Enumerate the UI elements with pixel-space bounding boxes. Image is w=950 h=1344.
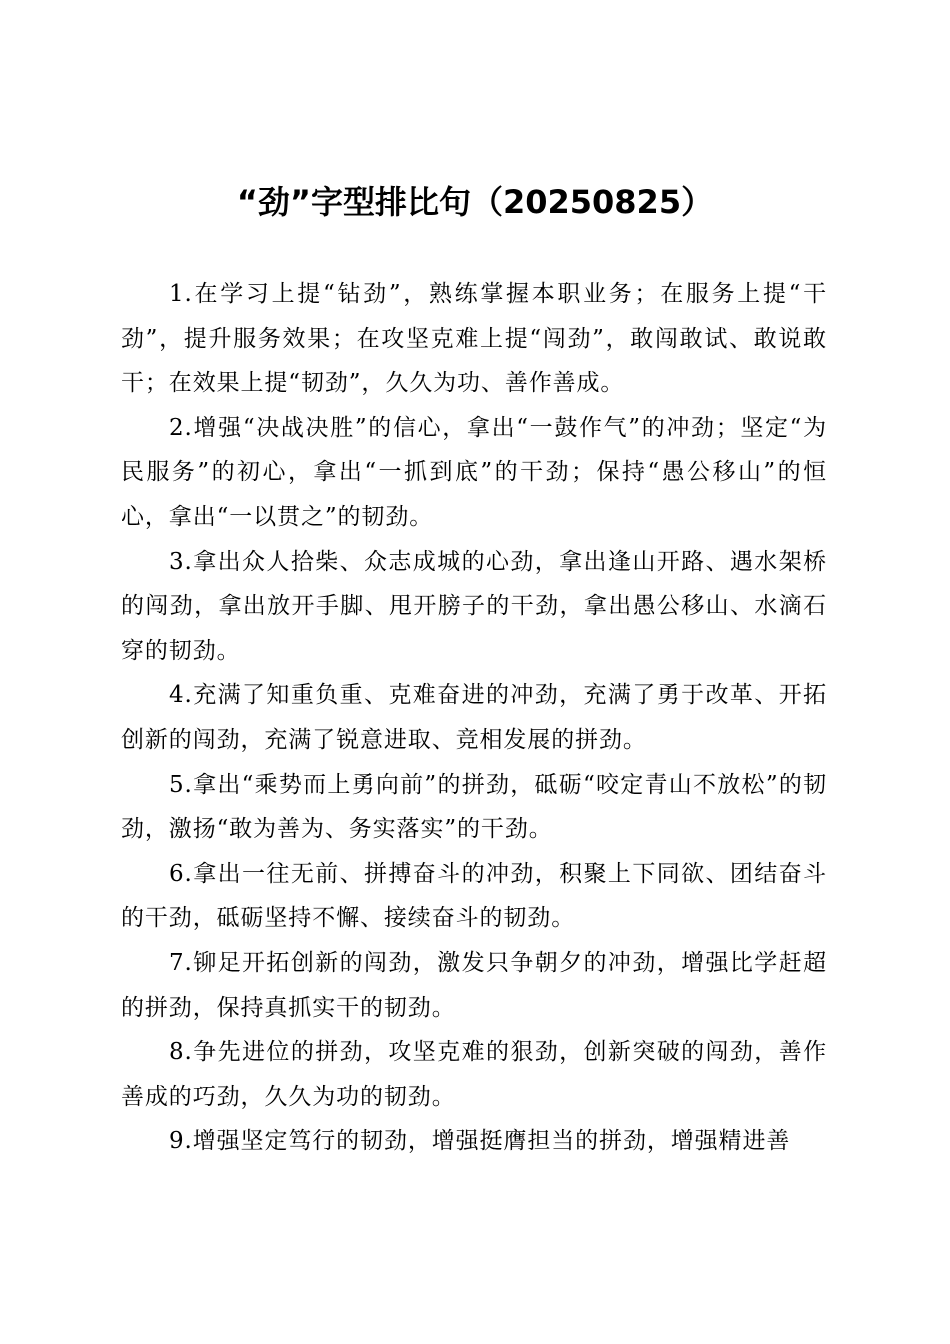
document-title: “劲”字型排比句（20250825） [236,183,714,221]
paragraph-5: 5.拿出“乘势而上勇向前”的拼劲，砥砺“咬定青山不放松”的韧劲，激扬“敢为善为、务实落实”的干劲。 [121,771,827,843]
paragraph-3: 3.拿出众人拾柴、众志成城的心劲，拿出逢山开路、遇水架桥的闯劲，拿出放开手脚、甩开膀子的干劲，拿出愚公移山、水滴石穿的韧劲。 [121,548,827,664]
paragraph-7: 7.铆足开拓创新的闯劲，激发只争朝夕的冲劲，增强比学赶超的拼劲，保持真抓实干的韧劲。 [121,949,827,1021]
paragraph-9: 9.增强坚定笃行的韧劲，增强挺膺担当的拼劲，增强精进善 [169,1128,791,1155]
paragraph-6: 6.拿出一往无前、拼搏奋斗的冲劲，积聚上下同欲、团结奋斗的干劲，砥砺坚持不懈、接续奋斗的韧劲。 [121,860,827,932]
paragraph-4: 4.充满了知重负重、克难奋进的冲劲，充满了勇于改革、开拓创新的闯劲，充满了锐意进取、竞相发展的拼劲。 [121,682,827,753]
paragraph-2: 2.增强“决战决胜”的信心，拿出“一鼓作气”的冲劲；坚定“为民服务”的初心，拿出“一抓到底”的干劲；保持“愚公移山”的恒心，拿出“一以贯之”的韧劲。 [121,414,827,530]
paragraph-1: 1.在学习上提“钻劲”，熟练掌握本职业务；在服务上提“干劲”，提升服务效果；在攻坚克难上提“闯劲”，敢闯敢试、敢说敢干；在效果上提“韧劲”，久久为功、善作善成。 [121,281,827,397]
document-body [121,272,827,1164]
paragraph-8: 8.争先进位的拼劲，攻坚克难的狠劲，创新突破的闯劲，善作善成的巧劲，久久为功的韧劲。 [121,1039,827,1110]
